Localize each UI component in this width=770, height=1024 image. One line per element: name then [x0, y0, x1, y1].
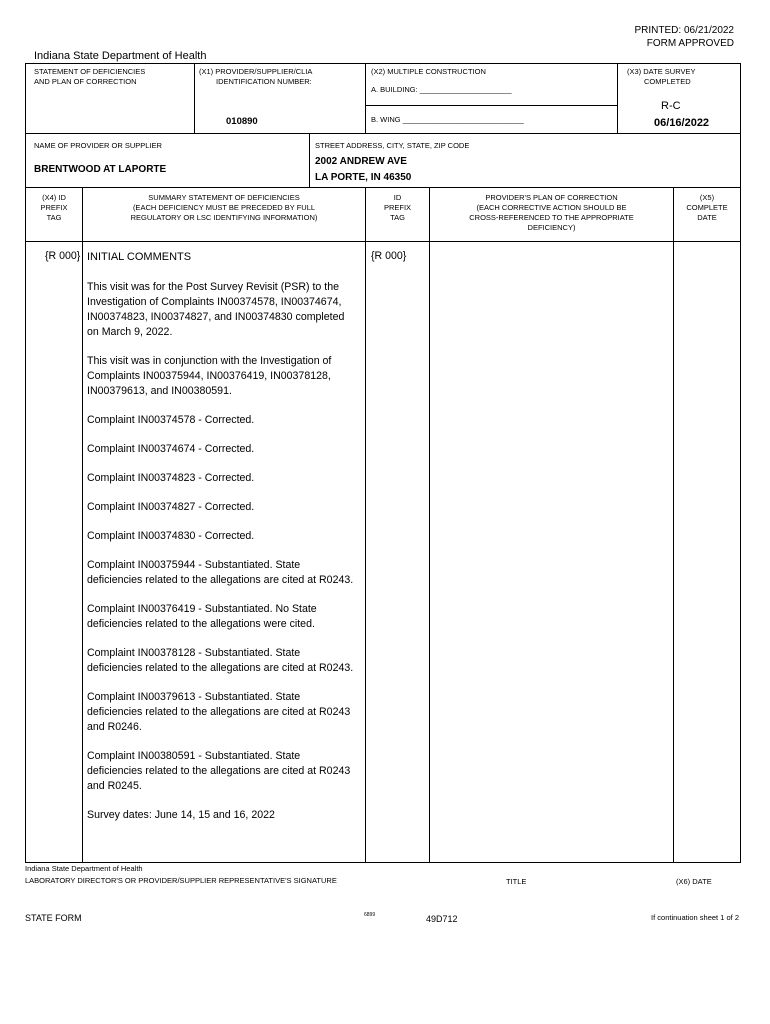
comment-paragraph: Complaint IN00374827 - Corrected. [87, 501, 255, 513]
comment-paragraph: Complaint IN00374578 - Corrected. [87, 414, 255, 426]
x1-label: (X1) PROVIDER/SUPPLIER/CLIA IDENTIFICATION NUMBER: [199, 67, 313, 86]
comment-paragraph: Complaint IN00379613 - Substantiated. State deficiencies related to the allegations are cited at R0243 and R0246. [87, 691, 351, 733]
summary-header: SUMMARY STATEMENT OF DEFICIENCIES (EACH DEFICIENCY MUST BE PRECEDED BY FULL REGULATORY OR LSC IDENTIFYING INFORMATION) [130, 193, 318, 222]
continuation-label: If continuation sheet 1 of 2 [651, 913, 739, 922]
id-header: ID PREFIX TAG [383, 193, 412, 222]
comment-paragraph: Complaint IN00378128 - Substantiated. State deficiencies related to the allegations are cited at R0243. [87, 647, 354, 674]
x5-header: (X5) COMPLETE DATE [686, 193, 728, 222]
survey-code: R-C [661, 100, 681, 112]
address-label: STREET ADDRESS, CITY, STATE, ZIP CODE [315, 141, 470, 150]
date-label: (X6) DATE [676, 877, 712, 886]
provider-name: BRENTWOOD AT LAPORTE [34, 164, 167, 175]
x4-header: (X4) ID PREFIX TAG [40, 193, 68, 222]
comment-paragraph: This visit was for the Post Survey Revisit (PSR) to the Investigation of Complaints IN00374578, IN00374674, IN00374823, IN00374827, and IN00374830 completed on March 9, 2022. [87, 281, 345, 338]
building-field: A. BUILDING: ______________________ [371, 85, 512, 94]
comment-paragraph: Complaint IN00380591 - Substantiated. State deficiencies related to the allegations are cited at R0243 and R0245. [87, 750, 351, 792]
comment-paragraph: Complaint IN00375944 - Substantiated. State deficiencies related to the allegations are cited at R0243. [87, 559, 354, 586]
wing-field: B. WING _____________________________ [371, 115, 524, 124]
address-line-1: 2002 ANDREW AVE [315, 156, 407, 167]
state-form-label: STATE FORM [25, 913, 82, 923]
form-approved: FORM APPROVED [646, 38, 734, 49]
title-label: TITLE [506, 877, 527, 886]
left-prefix-tag: {R 000} [45, 250, 81, 262]
provider-id: 010890 [226, 116, 258, 127]
x2-label: (X2) MULTIPLE CONSTRUCTION [371, 67, 486, 76]
form-number: 6899 [364, 912, 376, 918]
comments-body [87, 280, 355, 837]
survey-date: 06/16/2022 [654, 117, 710, 129]
footer-agency: Indiana State Department of Health [25, 864, 143, 873]
comment-paragraph: This visit was in conjunction with the Investigation of Complaints IN00375944, IN00376419, IN00378128, IN00379613, and IN00380591. [87, 355, 332, 397]
comment-paragraph: Survey dates: June 14, 15 and 16, 2022 [87, 809, 275, 821]
section-heading: INITIAL COMMENTS [87, 251, 192, 263]
signature-label: LABORATORY DIRECTOR'S OR PROVIDER/SUPPLIER REPRESENTATIVE'S SIGNATURE [25, 876, 337, 885]
right-prefix-tag: {R 000} [371, 250, 407, 262]
x3-label: (X3) DATE SURVEY COMPLETED [627, 67, 696, 86]
comment-paragraph: Complaint IN00374830 - Corrected. [87, 530, 255, 542]
address-line-2: LA PORTE, IN 46350 [315, 172, 412, 183]
comment-paragraph: Complaint IN00374823 - Corrected. [87, 472, 255, 484]
comment-paragraph: Complaint IN00374674 - Corrected. [87, 443, 255, 455]
plan-header: PROVIDER'S PLAN OF CORRECTION (EACH CORRECTIVE ACTION SHOULD BE CROSS-REFERENCED TO THE APPROPRIATE DEFICIENCY) [469, 193, 634, 232]
provider-name-label: NAME OF PROVIDER OR SUPPLIER [34, 141, 162, 150]
event-id: 49D712 [426, 914, 458, 924]
agency-name: Indiana State Department of Health [34, 50, 207, 62]
printed-date: PRINTED: 06/21/2022 [634, 25, 734, 36]
comment-paragraph: Complaint IN00376419 - Substantiated. No State deficiencies related to the allegations were cited. [87, 603, 317, 630]
statement-label: STATEMENT OF DEFICIENCIES AND PLAN OF CORRECTION [34, 67, 146, 86]
